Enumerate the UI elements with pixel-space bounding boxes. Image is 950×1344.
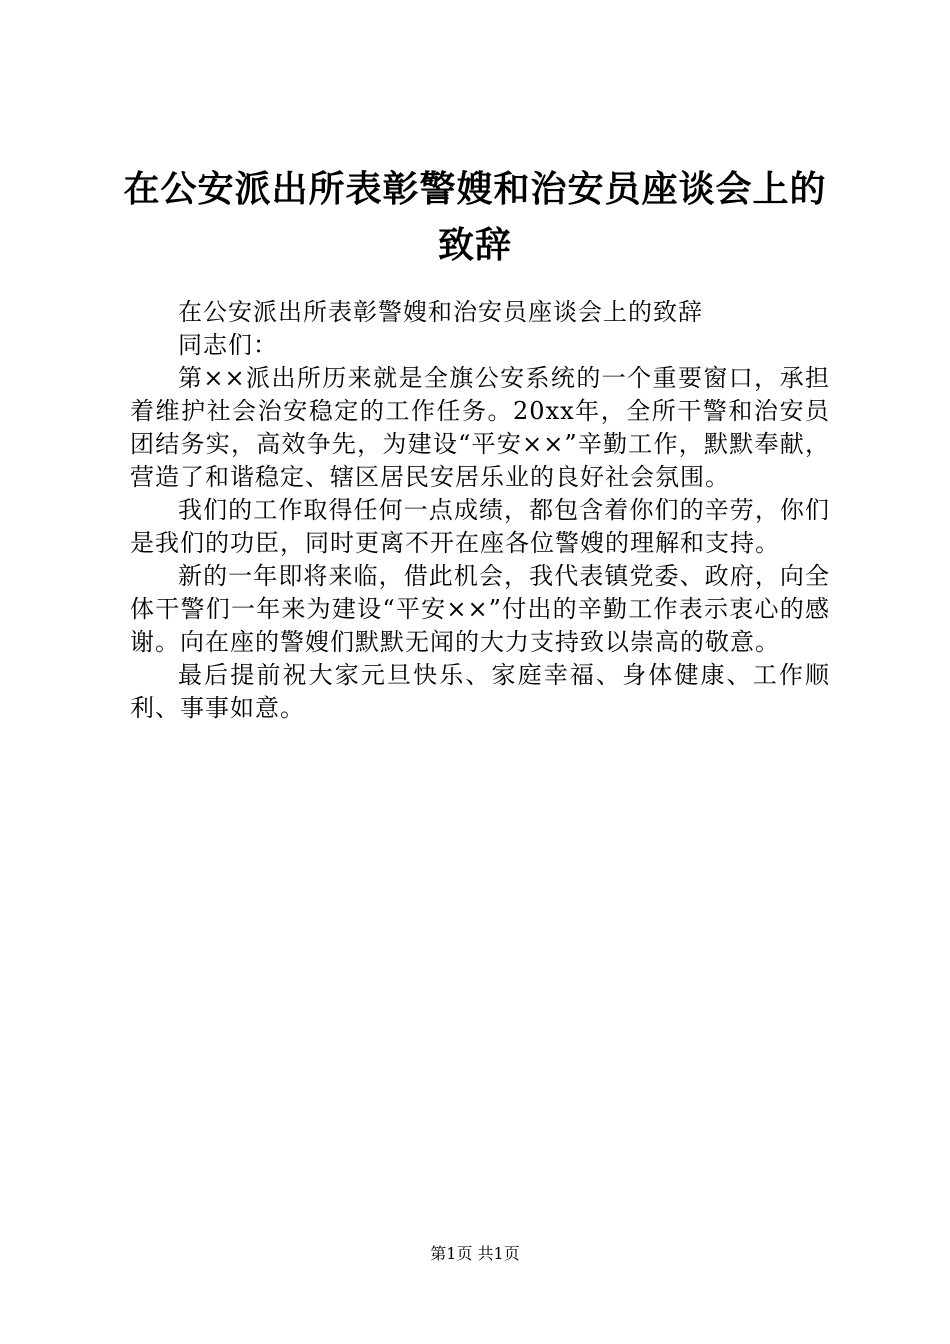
paragraph-body-1: 第××派出所历来就是全旗公安系统的一个重要窗口，承担着维护社会治安稳定的工作任务。20xx年，全所干警和治安员团结务实，高效争先，为建设“平安××”辛勤工作，默默奉献，营造了和谐稳定、辖区居民安居乐业的良好社会氛围。	[130, 364, 830, 491]
paragraph-body-2: 我们的工作取得任何一点成绩，都包含着你们的辛劳，你们是我们的功臣，同时更离不开在座各位警嫂的理解和支持。	[130, 496, 830, 557]
paragraph-salutation: 同志们：	[178, 331, 278, 359]
paragraph-subtitle: 在公安派出所表彰警嫂和治安员座谈会上的致辞	[178, 298, 703, 326]
paragraph-body-3: 新的一年即将来临，借此机会，我代表镇党委、政府，向全体干警们一年来为建设“平安××”付出的辛勤工作表示衷心的感谢。向在座的警嫂们默默无闻的大力支持致以崇高的敬意。	[130, 562, 830, 656]
document-title: 在公安派出所表彰警嫂和治安员座谈会上的致辞	[123, 169, 827, 266]
paragraph-closing: 最后提前祝大家元旦快乐、家庭幸福、身体健康、工作顺利、事事如意。	[130, 661, 830, 722]
document-body	[130, 296, 830, 725]
page-footer: 第1页 共1页	[430, 1244, 520, 1263]
